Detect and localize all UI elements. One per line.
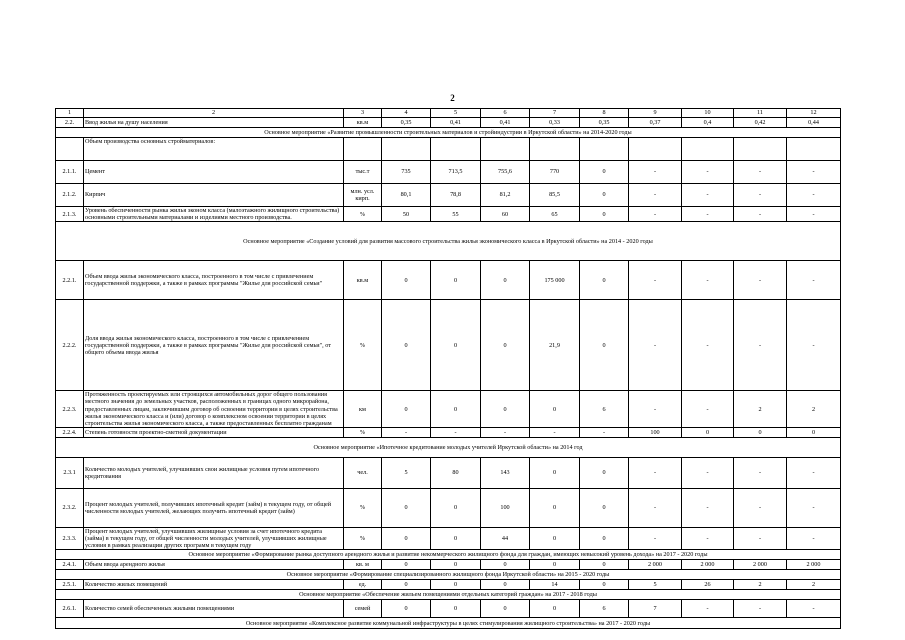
value-cell: 0: [580, 527, 629, 549]
unit-cell: %: [344, 207, 382, 222]
value-cell: 2 000: [734, 560, 787, 570]
row-number: 2.2.4.: [56, 427, 84, 437]
value-cell: 0,37: [629, 118, 682, 128]
value-cell: -: [734, 261, 787, 300]
value-cell: 0: [431, 600, 481, 618]
value-cell: 21,9: [530, 300, 580, 391]
indicator-name: Количество молодых учителей, улучшивших свои жилищные условия путем ипотечного кредитования: [84, 457, 344, 488]
value-cell: 50: [382, 207, 431, 222]
unit-cell: семей: [344, 600, 382, 618]
unit-cell: км: [344, 391, 382, 428]
header-row: [56, 109, 841, 118]
section-heading: Основное мероприятие «Развитие промышленности строительных материалов и стройиндустрии в Иркутской области» на 2014-2020 годы: [56, 128, 841, 138]
unit-cell: кв. м: [344, 560, 382, 570]
value-cell: -: [682, 600, 734, 618]
indicator-name: Количество жилых помещений: [84, 580, 344, 590]
table-row: [56, 161, 841, 184]
unit-cell: %: [344, 488, 382, 527]
value-cell: 100: [481, 488, 530, 527]
value-cell: -: [629, 184, 682, 207]
value-cell: [382, 138, 431, 161]
value-cell: 2: [787, 391, 841, 428]
value-cell: -: [431, 427, 481, 437]
value-cell: [629, 138, 682, 161]
value-cell: 143: [481, 457, 530, 488]
value-cell: 0: [481, 560, 530, 570]
indicator-name: Объем ввода жилья экономического класса, построенного в том числе с привлечением государственной поддержки, а также в рамках программы "Жилье для российской семьи": [84, 261, 344, 300]
value-cell: 0: [431, 527, 481, 549]
indicator-name: Протяженность проектируемых или строящихся автомобильных дорог общего пользования местного значения до земельных участков, расположенных в границах одного микрорайона, предоставленных лицам, заключившим договор об освоении территории в целях строительства жилья экономического класса и (или) договор о комплексном освоении территории в целях строительства жилья экономического класса, а также предоставленных бесплатно гражданам: [84, 391, 344, 428]
value-cell: -: [734, 300, 787, 391]
page-number: 2: [450, 93, 455, 103]
value-cell: 175 000: [530, 261, 580, 300]
section-heading: Основное мероприятие «Создание условий для развития массового строительства жилья экономического класса в Иркутской области» на 2014 - 2020 годы: [56, 222, 841, 261]
value-cell: 65: [530, 207, 580, 222]
value-cell: [682, 138, 734, 161]
row-number: 2.2.: [56, 118, 84, 128]
value-cell: 2 000: [787, 560, 841, 570]
value-cell: 0: [431, 300, 481, 391]
section-heading-row: [56, 570, 841, 580]
value-cell: 2: [734, 580, 787, 590]
value-cell: 0: [382, 560, 431, 570]
value-cell: -: [682, 300, 734, 391]
value-cell: 0: [382, 300, 431, 391]
value-cell: 2: [787, 580, 841, 590]
value-cell: 755,6: [481, 161, 530, 184]
value-cell: 0: [382, 527, 431, 549]
indicator-name: Уровень обеспеченности рынка жилья эконом класса (малоэтажного жилищного строительства) основными строительными материалами и изделиями местного производства.: [84, 207, 344, 222]
row-number: 2.1.3.: [56, 207, 84, 222]
value-cell: 0: [787, 427, 841, 437]
table-row: [56, 527, 841, 549]
indicator-name: Ввод жилья на душу населения: [84, 118, 344, 128]
row-number: 2.5.1.: [56, 580, 84, 590]
row-number: 2.3.3.: [56, 527, 84, 549]
value-cell: 0: [481, 580, 530, 590]
value-cell: 78,8: [431, 184, 481, 207]
table-row: [56, 118, 841, 128]
value-cell: 0: [481, 300, 530, 391]
table-row: [56, 600, 841, 618]
header-cell: 8: [580, 109, 629, 118]
table-row: [56, 300, 841, 391]
value-cell: -: [787, 184, 841, 207]
value-cell: -: [629, 527, 682, 549]
unit-cell: %: [344, 527, 382, 549]
section-heading-row: [56, 222, 841, 261]
value-cell: 44: [481, 527, 530, 549]
unit-cell: [344, 138, 382, 161]
value-cell: -: [787, 488, 841, 527]
value-cell: -: [787, 527, 841, 549]
value-cell: -: [682, 457, 734, 488]
value-cell: -: [629, 261, 682, 300]
value-cell: -: [629, 457, 682, 488]
value-cell: 0: [382, 600, 431, 618]
value-cell: 0: [580, 300, 629, 391]
section-heading: Основное мероприятие «Формирование рынка доступного арендного жилья и развитие некоммерческого жилищного фонда для граждан, имеющих невысокий уровень дохода» на 2017 - 2020 годы: [56, 550, 841, 560]
value-cell: 0: [580, 457, 629, 488]
value-cell: [580, 138, 629, 161]
indicator-name: Кирпич: [84, 184, 344, 207]
value-cell: -: [787, 207, 841, 222]
value-cell: -: [734, 184, 787, 207]
value-cell: 0: [530, 457, 580, 488]
value-cell: 85,5: [530, 184, 580, 207]
value-cell: 0: [481, 261, 530, 300]
header-cell: 9: [629, 109, 682, 118]
header-cell: 7: [530, 109, 580, 118]
value-cell: 0: [580, 560, 629, 570]
unit-cell: %: [344, 427, 382, 437]
header-cell: 12: [787, 109, 841, 118]
value-cell: -: [734, 600, 787, 618]
value-cell: 0,41: [481, 118, 530, 128]
value-cell: 26: [682, 580, 734, 590]
value-cell: 713,5: [431, 161, 481, 184]
indicator-name: Процент молодых учителей, улучшивших жилищные условия за счет ипотечного кредита (займа) в текущем году, от общей численности молодых учителей, улучшивших жилищные условия в рамках реализации других программ в текущем году: [84, 527, 344, 549]
value-cell: -: [629, 300, 682, 391]
value-cell: -: [734, 207, 787, 222]
value-cell: -: [787, 457, 841, 488]
value-cell: -: [787, 161, 841, 184]
value-cell: 14: [530, 580, 580, 590]
value-cell: -: [682, 161, 734, 184]
header-cell: 4: [382, 109, 431, 118]
value-cell: 100: [629, 427, 682, 437]
value-cell: -: [682, 391, 734, 428]
indicator-name: Процент молодых учителей, получивших ипотечный кредит (займ) в текущем году, от общей численности молодых учителей, желающих получить ипотечный кредит (займ): [84, 488, 344, 527]
indicator-name: Доля ввода жилья экономического класса, построенного в том числе с привлечением государственной поддержки, а также в рамках программы "Жилье для российской семьи", от общего объема ввода жилья: [84, 300, 344, 391]
value-cell: 0: [382, 391, 431, 428]
row-number: 2.2.1.: [56, 261, 84, 300]
table-row: [56, 261, 841, 300]
unit-cell: млн. усл. кирп.: [344, 184, 382, 207]
table-row: [56, 488, 841, 527]
section-heading-row: [56, 550, 841, 560]
value-cell: 2: [734, 391, 787, 428]
value-cell: 6: [580, 600, 629, 618]
value-cell: 735: [382, 161, 431, 184]
value-cell: -: [734, 457, 787, 488]
header-cell: 6: [481, 109, 530, 118]
row-number: 2.3.2.: [56, 488, 84, 527]
table-row: [56, 207, 841, 222]
value-cell: 0,44: [787, 118, 841, 128]
value-cell: 0: [431, 261, 481, 300]
value-cell: 0: [382, 261, 431, 300]
row-number: 2.4.1.: [56, 560, 84, 570]
value-cell: 81,2: [481, 184, 530, 207]
section-heading: Основное мероприятие «Комплексное развитие коммунальной инфраструктуры в целях стимулирования жилищного строительства» на 2017 - 2020 годы: [56, 618, 841, 629]
unit-cell: тыс.т: [344, 161, 382, 184]
value-cell: 0: [580, 184, 629, 207]
value-cell: [481, 138, 530, 161]
value-cell: 0: [530, 527, 580, 549]
row-number: 2.2.2.: [56, 300, 84, 391]
section-heading: Основное мероприятие «Ипотечное кредитование молодых учителей Иркутской области» на 2014 год: [56, 437, 841, 457]
value-cell: [787, 138, 841, 161]
value-cell: 0: [530, 560, 580, 570]
value-cell: -: [629, 207, 682, 222]
value-cell: 7: [629, 600, 682, 618]
value-cell: 0: [481, 391, 530, 428]
value-cell: 0: [580, 261, 629, 300]
value-cell: -: [734, 488, 787, 527]
value-cell: 6: [580, 391, 629, 428]
row-number: 2.1.2.: [56, 184, 84, 207]
value-cell: -: [682, 527, 734, 549]
unit-cell: ед.: [344, 580, 382, 590]
value-cell: 0: [431, 488, 481, 527]
header-cell: 10: [682, 109, 734, 118]
value-cell: 0,4: [682, 118, 734, 128]
value-cell: -: [787, 600, 841, 618]
value-cell: 55: [431, 207, 481, 222]
value-cell: 0: [580, 207, 629, 222]
value-cell: 0,42: [734, 118, 787, 128]
unit-cell: %: [344, 300, 382, 391]
value-cell: 80: [431, 457, 481, 488]
header-cell: 3: [344, 109, 382, 118]
value-cell: 0,35: [580, 118, 629, 128]
header-cell: 2: [84, 109, 344, 118]
value-cell: -: [734, 161, 787, 184]
value-cell: -: [382, 427, 431, 437]
value-cell: 2 000: [629, 560, 682, 570]
value-cell: 0: [530, 391, 580, 428]
table-row: [56, 427, 841, 437]
indicator-name: Количество семей обеспеченных жилыми помещениями: [84, 600, 344, 618]
section-heading: Основное мероприятие «Обеспечение жильем помещениями отдельных категорий граждан» на 2017 - 2018 годы: [56, 590, 841, 600]
section-heading-row: [56, 128, 841, 138]
value-cell: -: [629, 391, 682, 428]
value-cell: 0: [734, 427, 787, 437]
table-row: [56, 580, 841, 590]
value-cell: 0: [530, 488, 580, 527]
section-heading-row: [56, 590, 841, 600]
value-cell: 0: [530, 600, 580, 618]
value-cell: 2 000: [682, 560, 734, 570]
value-cell: -: [481, 427, 530, 437]
value-cell: 0: [580, 580, 629, 590]
unit-cell: кв.м: [344, 118, 382, 128]
value-cell: 0: [382, 488, 431, 527]
indicator-name: Объем производства основных стройматериалов:: [84, 138, 344, 161]
value-cell: -: [787, 300, 841, 391]
row-number: 2.1.1.: [56, 161, 84, 184]
value-cell: -: [682, 207, 734, 222]
row-number: 2.2.3.: [56, 391, 84, 428]
value-cell: -: [629, 488, 682, 527]
value-cell: 0: [580, 161, 629, 184]
value-cell: 60: [481, 207, 530, 222]
indicator-name: Объем ввода арендного жилья: [84, 560, 344, 570]
indicator-name: Цемент: [84, 161, 344, 184]
value-cell: -: [682, 184, 734, 207]
value-cell: -: [787, 261, 841, 300]
value-cell: -: [734, 527, 787, 549]
header-cell: 5: [431, 109, 481, 118]
row-number: 2.6.1.: [56, 600, 84, 618]
value-cell: 5: [382, 457, 431, 488]
value-cell: 0,41: [431, 118, 481, 128]
table-row: [56, 391, 841, 428]
header-cell: 1: [56, 109, 84, 118]
value-cell: 0: [682, 427, 734, 437]
value-cell: 80,1: [382, 184, 431, 207]
value-cell: 0: [481, 600, 530, 618]
unit-cell: чел.: [344, 457, 382, 488]
value-cell: 0: [431, 560, 481, 570]
value-cell: 0,35: [382, 118, 431, 128]
value-cell: -: [629, 161, 682, 184]
table-row: [56, 457, 841, 488]
value-cell: 0: [431, 580, 481, 590]
value-cell: 0: [382, 580, 431, 590]
value-cell: [431, 138, 481, 161]
header-cell: 11: [734, 109, 787, 118]
value-cell: 0: [431, 391, 481, 428]
value-cell: -: [580, 427, 629, 437]
value-cell: [734, 138, 787, 161]
section-heading-row: [56, 618, 841, 629]
value-cell: 770: [530, 161, 580, 184]
row-number: [56, 138, 84, 161]
value-cell: 5: [629, 580, 682, 590]
indicator-name: Степень готовности проектно-сметной документации: [84, 427, 344, 437]
section-heading-row: [56, 437, 841, 457]
section-heading: Основное мероприятие «Формирование специализированного жилищного фонда Иркутской области» на 2015 - 2020 годы: [56, 570, 841, 580]
row-number: 2.3.1: [56, 457, 84, 488]
value-cell: -: [682, 488, 734, 527]
table-row: [56, 560, 841, 570]
value-cell: 0,33: [530, 118, 580, 128]
value-cell: [530, 138, 580, 161]
subheading-row: [56, 138, 841, 161]
value-cell: -: [530, 427, 580, 437]
table-row: [56, 184, 841, 207]
indicators-table: [55, 108, 841, 629]
value-cell: -: [682, 261, 734, 300]
unit-cell: кв.м: [344, 261, 382, 300]
value-cell: 0: [580, 488, 629, 527]
